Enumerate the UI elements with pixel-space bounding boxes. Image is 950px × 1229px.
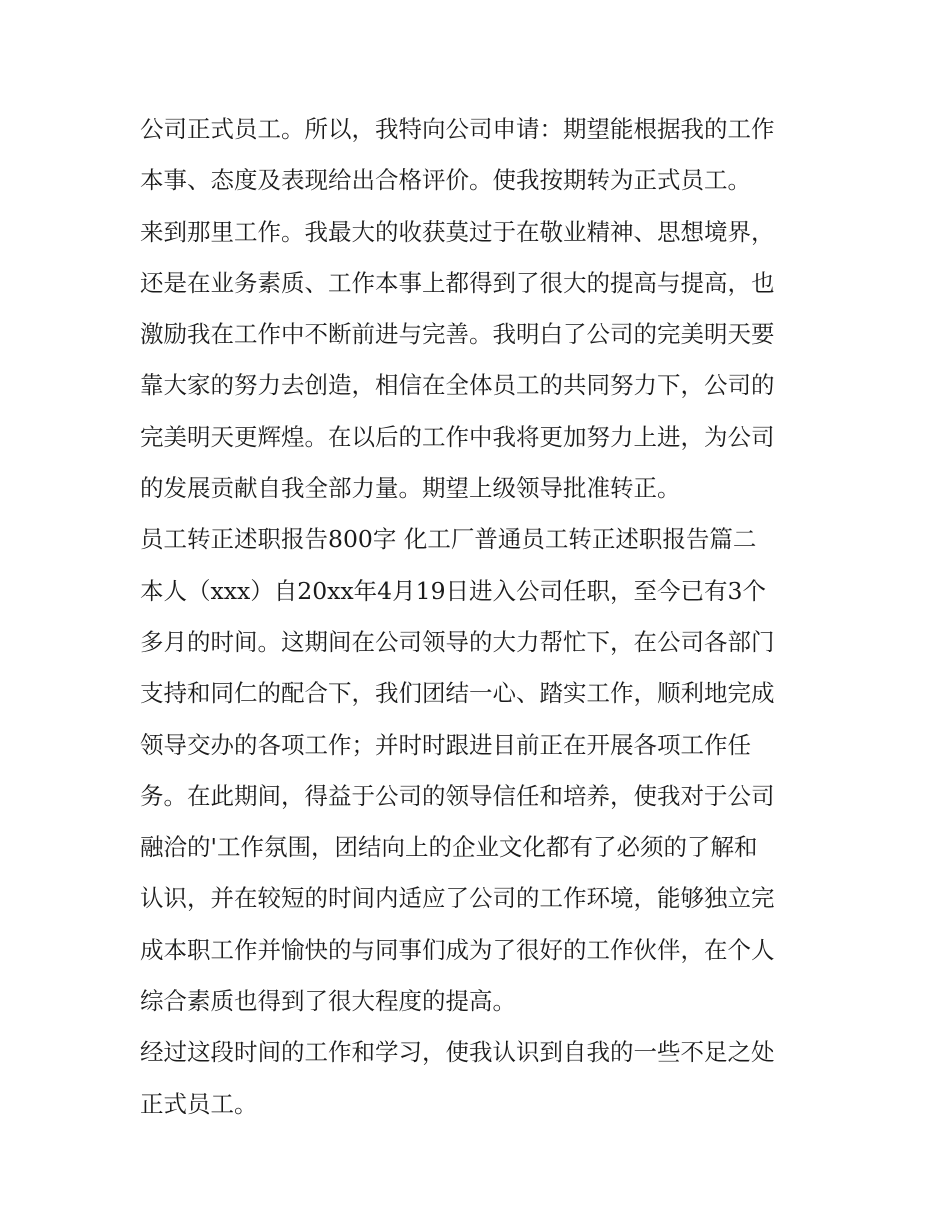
text-line-20: 正式员工。	[140, 1089, 258, 1118]
text-line-8: 的发展贡献自我全部力量。期望上级领导批准转正。	[140, 474, 681, 503]
text-line-4: 还是在业务素质、工作本事上都得到了很大的提高与提高，也	[140, 268, 775, 297]
document-body	[140, 104, 820, 1130]
text-line-13: 领导交办的各项工作；并时时跟进目前正在开展各项工作任	[140, 730, 751, 759]
text-line-18: 综合素质也得到了很大程度的提高。	[140, 987, 516, 1016]
text-line-16: 认识，并在较短的时间内适应了公司的工作环境，能够独立完	[140, 884, 775, 913]
text-line-14: 务。在此期间，得益于公司的领导信任和培养，使我对于公司	[140, 781, 775, 810]
section-heading: 员工转正述职报告800字 化工厂普通员工转正述职报告篇二	[140, 525, 757, 554]
text-line-10: 本人（xxx）自20xx年4月19日进入公司任职，至今已有3个	[140, 576, 766, 605]
text-line-1: 公司正式员工。所以，我特向公司申请：期望能根据我的工作	[140, 115, 775, 143]
text-line-11: 多月的时间。这期间在公司领导的大力帮忙下，在公司各部门	[140, 627, 775, 656]
text-line-7: 完美明天更辉煌。在以后的工作中我将更加努力上进，为公司	[140, 422, 775, 451]
text-line-2: 本事、态度及表现给出合格评价。使我按期转为正式员工。	[140, 166, 751, 195]
text-line-12: 支持和同仁的配合下，我们团结一心、踏实工作，顺利地完成	[140, 679, 775, 708]
text-line-15: 融洽的'工作氛围，团结向上的企业文化都有了必须的了解和	[140, 833, 758, 862]
text-line-6: 靠大家的努力去创造，相信在全体员工的共同努力下，公司的	[140, 371, 775, 400]
text-line-3: 来到那里工作。我最大的收获莫过于在敬业精神、思想境界，	[140, 217, 775, 246]
text-line-17: 成本职工作并愉快的与同事们成为了很好的工作伙伴，在个人	[140, 935, 775, 964]
text-line-19: 经过这段时间的工作和学习，使我认识到自我的一些不足之处	[140, 1038, 775, 1067]
text-line-5: 激励我在工作中不断前进与完善。我明白了公司的完美明天要	[140, 320, 775, 349]
